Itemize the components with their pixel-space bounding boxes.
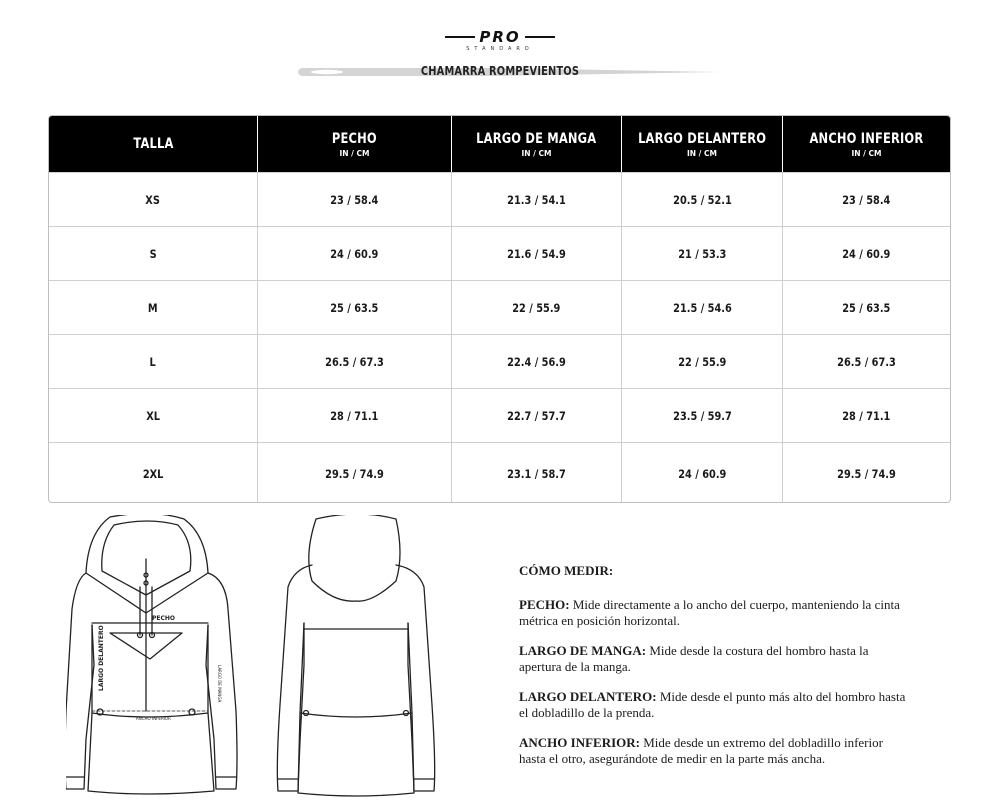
- cell-value: 21.3 / 54.1: [507, 192, 566, 207]
- header-label: ANCHO INFERIOR: [809, 130, 924, 147]
- table-cell: [257, 173, 451, 226]
- instruction-text: Mide desde el punto más alto del hombro hasta el dobladillo de la prenda.: [519, 689, 906, 720]
- table-cell: [257, 227, 451, 280]
- header-cell-ancho-inferior: [782, 116, 950, 172]
- sketch-label-hem: ANCHO INFERIOR: [136, 716, 171, 721]
- cell-value: 21.5 / 54.6: [672, 300, 732, 315]
- table-cell: [257, 389, 451, 442]
- table-cell: [451, 443, 621, 503]
- cell-value: 22.4 / 56.9: [507, 354, 566, 369]
- instruction-term: ANCHO INFERIOR:: [519, 735, 640, 750]
- size-cell: [49, 227, 257, 280]
- sketch-label-chest: PECHO: [152, 615, 176, 622]
- table-cell: [782, 443, 950, 503]
- header-label: LARGO DE MANGA: [476, 130, 597, 147]
- table-header-row: [49, 116, 950, 172]
- cell-value: 24 / 60.9: [330, 246, 379, 261]
- cell-value: 26.5 / 67.3: [325, 354, 384, 369]
- table-cell: [621, 227, 782, 280]
- cell-value: 24 / 60.9: [842, 246, 891, 261]
- table-cell: [782, 173, 950, 226]
- header-unit: IN / CM: [851, 148, 882, 158]
- jacket-back-sketch: [277, 515, 434, 796]
- instruction-sleeve: [519, 643, 909, 675]
- size-value: 2XL: [142, 466, 164, 481]
- table-row: [49, 442, 950, 503]
- instruction-text: Mide desde la costura del hombro hasta la apertura de la manga.: [519, 643, 869, 674]
- size-cell: [49, 389, 257, 442]
- document-title: CHAMARRA ROMPEVIENTOS: [420, 64, 580, 78]
- table-cell: [257, 335, 451, 388]
- table-cell: [451, 281, 621, 334]
- table-row: [49, 280, 950, 334]
- sketch-label-front-length: LARGO DELANTERO: [98, 625, 105, 691]
- instruction-front-length: [519, 689, 909, 721]
- cell-value: 22 / 55.9: [512, 300, 561, 315]
- size-cell: [49, 335, 257, 388]
- size-cell: [49, 443, 257, 503]
- instruction-text: Mide desde un extremo del dobladillo inferior hasta el otro, asegurándote de medir en la parte más ancha.: [519, 735, 883, 766]
- instruction-text: Mide directamente a lo ancho del cuerpo, manteniendo la cinta métrica en posición horizontal.: [519, 597, 900, 628]
- table-cell: [451, 173, 621, 226]
- jacket-sketches: [66, 515, 456, 807]
- cell-value: 25 / 63.5: [330, 300, 379, 315]
- how-to-measure: [519, 563, 909, 781]
- table-cell: [621, 389, 782, 442]
- cell-value: 25 / 63.5: [842, 300, 891, 315]
- brand-logo: [0, 28, 1000, 47]
- size-cell: [49, 281, 257, 334]
- table-row: [49, 388, 950, 442]
- cell-value: 26.5 / 67.3: [837, 354, 896, 369]
- header-label: TALLA: [132, 136, 174, 152]
- table-cell: [782, 335, 950, 388]
- size-value: S: [149, 246, 157, 261]
- table-row: [49, 334, 950, 388]
- header-unit: IN / CM: [339, 148, 370, 158]
- instruction-term: LARGO DELANTERO:: [519, 689, 657, 704]
- table-cell: [451, 389, 621, 442]
- cell-value: 24 / 60.9: [677, 466, 727, 481]
- cell-value: 22.7 / 57.7: [507, 408, 566, 423]
- cell-value: 23 / 58.4: [330, 192, 379, 207]
- size-table: [48, 115, 951, 503]
- header-label: LARGO DELANTERO: [637, 130, 767, 147]
- size-value: L: [149, 354, 157, 369]
- header-label: PECHO: [332, 130, 377, 147]
- size-value: XS: [145, 192, 161, 207]
- table-row: [49, 226, 950, 280]
- header-cell-pecho: [257, 116, 451, 172]
- table-cell: [621, 173, 782, 226]
- size-value: XL: [146, 408, 160, 423]
- size-value: M: [148, 300, 158, 315]
- table-cell: [782, 281, 950, 334]
- cell-value: 20.5 / 52.1: [672, 192, 732, 207]
- sketch-label-sleeve: LARGO DE MANGA: [217, 665, 222, 703]
- table-cell: [782, 389, 950, 442]
- header-unit: IN / CM: [521, 148, 552, 158]
- cell-value: 29.5 / 74.9: [325, 466, 384, 481]
- cell-value: 21.6 / 54.9: [507, 246, 566, 261]
- cell-value: 29.5 / 74.9: [837, 466, 896, 481]
- cell-value: 23.1 / 58.7: [507, 466, 566, 481]
- brand-name: PRO: [457, 28, 542, 46]
- cell-value: 28 / 71.1: [842, 408, 891, 423]
- table-cell: [782, 227, 950, 280]
- table-cell: [621, 281, 782, 334]
- table-cell: [257, 443, 451, 503]
- instruction-term: PECHO:: [519, 597, 570, 612]
- table-cell: [451, 335, 621, 388]
- header-cell-talla: [49, 116, 257, 172]
- table-cell: [621, 335, 782, 388]
- jacket-front-sketch: [66, 515, 237, 794]
- table-cell: [621, 443, 782, 503]
- header-cell-largo-manga: [451, 116, 621, 172]
- header-cell-largo-delantero: [621, 116, 782, 172]
- cell-value: 22 / 55.9: [677, 354, 727, 369]
- cell-value: 23.5 / 59.7: [672, 408, 732, 423]
- cell-value: 28 / 71.1: [330, 408, 379, 423]
- table-cell: [451, 227, 621, 280]
- cell-value: 21 / 53.3: [677, 246, 727, 261]
- table-cell: [257, 281, 451, 334]
- header-unit: IN / CM: [687, 148, 717, 158]
- table-row: [49, 172, 950, 226]
- instruction-hem: [519, 735, 909, 767]
- cell-value: 23 / 58.4: [842, 192, 891, 207]
- instruction-chest: [519, 597, 909, 629]
- instruction-term: LARGO DE MANGA:: [519, 643, 647, 658]
- instructions-title: CÓMO MEDIR:: [519, 563, 614, 578]
- brand-tagline: STANDARD: [466, 46, 534, 52]
- size-cell: [49, 173, 257, 226]
